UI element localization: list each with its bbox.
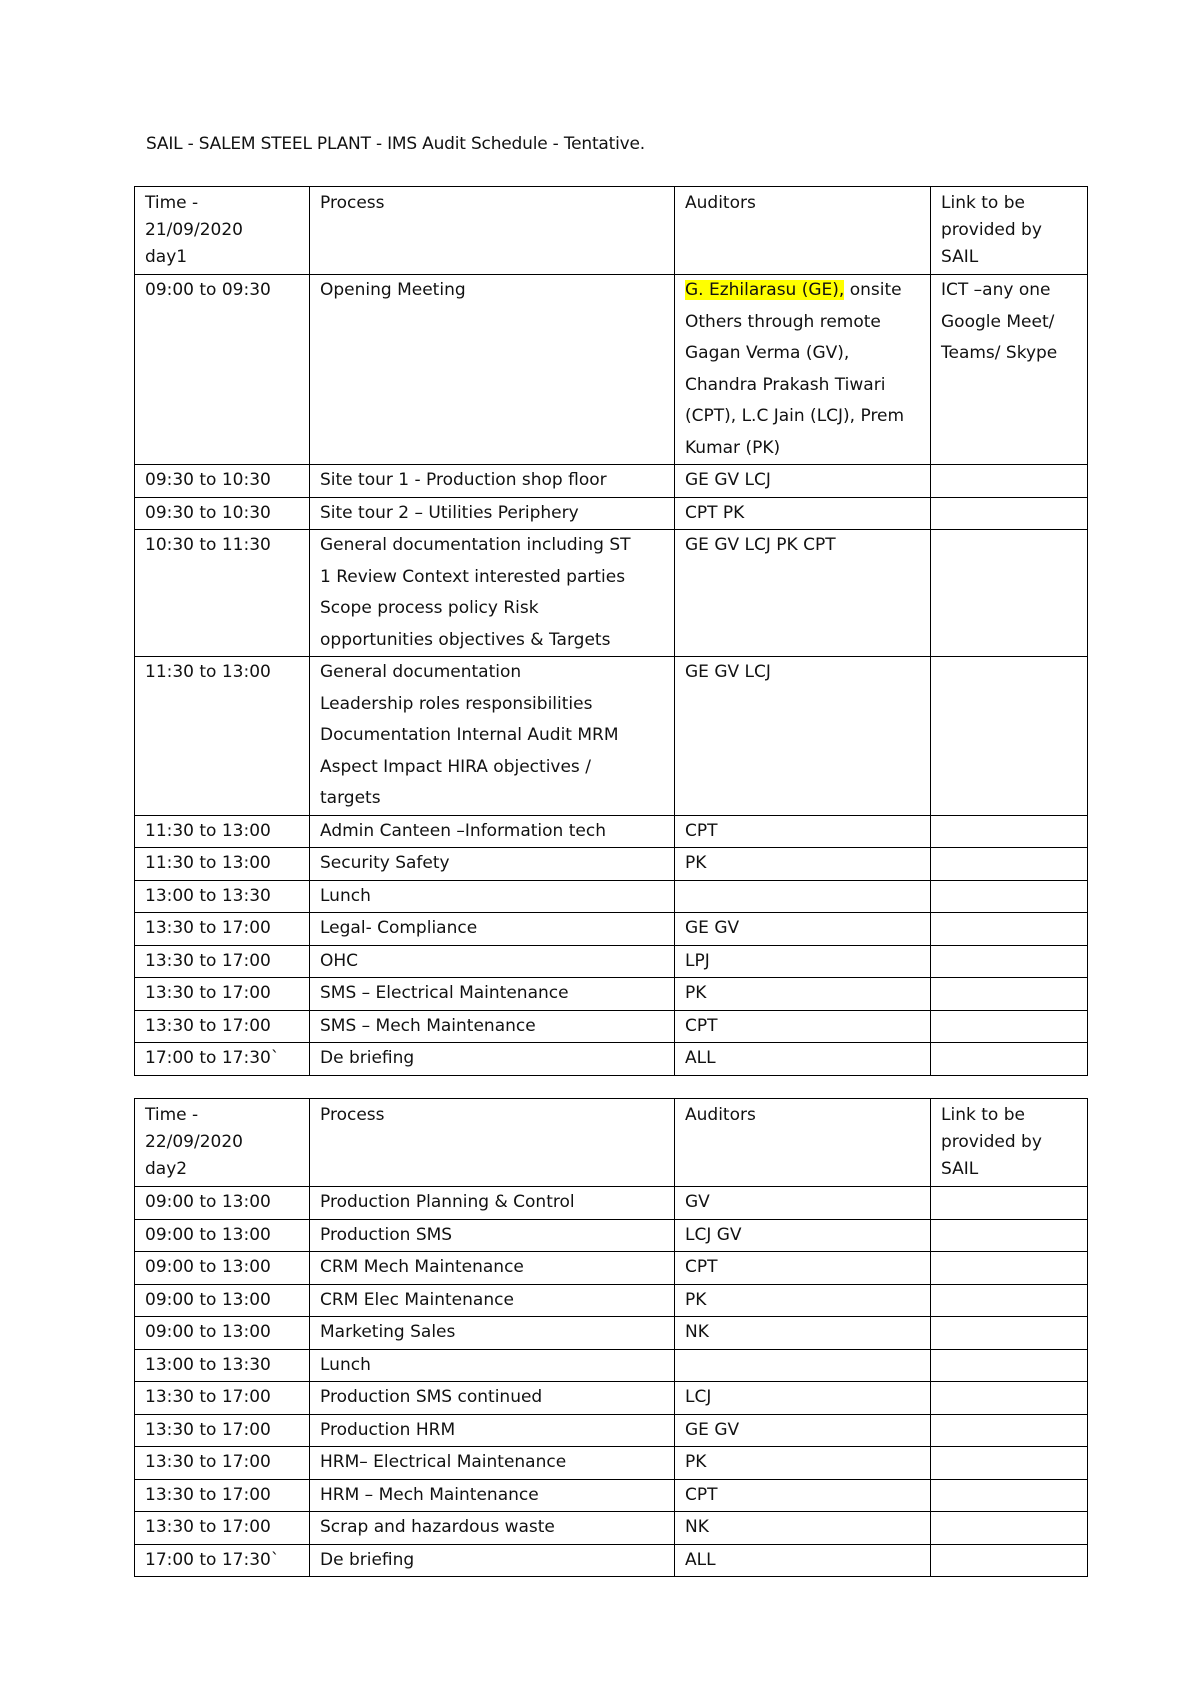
time-text: 10:30 to 11:30 xyxy=(145,535,271,555)
auditors-text: PK xyxy=(685,983,707,1003)
auditors-cell xyxy=(675,497,931,530)
time-cell xyxy=(135,1010,310,1043)
auditors-cell xyxy=(675,657,931,816)
auditors-text: CPT PK xyxy=(685,502,745,523)
auditors-cell xyxy=(675,978,931,1011)
table-row xyxy=(135,913,1088,946)
auditors-cell xyxy=(675,1414,931,1447)
process-text: targets xyxy=(320,788,381,808)
link-cell xyxy=(931,815,1088,848)
auditors-text: PK xyxy=(685,1452,707,1472)
auditors-text: LCJ GV xyxy=(685,1224,742,1245)
table-row-opening-meeting xyxy=(135,275,1088,465)
link-cell xyxy=(931,1414,1088,1447)
auditor-line: (CPT), L.C Jain (LCJ), Prem xyxy=(685,406,905,426)
auditors-text: GE GV LCJ xyxy=(685,662,771,682)
process-text: Production HRM xyxy=(320,1419,456,1440)
table-row xyxy=(135,657,1088,816)
table-row xyxy=(135,1219,1088,1252)
process-text: CRM Elec Maintenance xyxy=(320,1289,514,1310)
time-text: 13:30 to 17:00 xyxy=(145,1015,271,1036)
process-cell xyxy=(310,1187,675,1220)
time-text: 09:30 to 10:30 xyxy=(145,470,271,490)
auditors-cell xyxy=(675,913,931,946)
time-cell xyxy=(135,913,310,946)
time-text: 13:30 to 17:00 xyxy=(145,983,271,1003)
time-text: 13:00 to 13:30 xyxy=(145,1354,271,1375)
process-cell xyxy=(310,848,675,881)
process-cell xyxy=(310,465,675,498)
time-text: 13:30 to 17:00 xyxy=(145,1419,271,1440)
table-header-row xyxy=(135,1099,1088,1187)
auditors-cell xyxy=(675,880,931,913)
link-cell xyxy=(931,1252,1088,1285)
process-text: Scrap and hazardous waste xyxy=(320,1517,555,1537)
auditors-text: GE GV LCJ PK CPT xyxy=(685,535,836,555)
table-row xyxy=(135,1382,1088,1415)
process-cell xyxy=(310,978,675,1011)
process-cell xyxy=(310,1544,675,1577)
auditors-text: GE GV xyxy=(685,1419,740,1440)
auditors-cell xyxy=(675,848,931,881)
link-cell xyxy=(931,1219,1088,1252)
time-cell xyxy=(135,978,310,1011)
time-cell xyxy=(135,497,310,530)
time-text: 09:30 to 10:30 xyxy=(145,502,271,523)
auditors-cell xyxy=(675,1479,931,1512)
link-cell xyxy=(931,1284,1088,1317)
table-row xyxy=(135,1284,1088,1317)
process-text: De briefing xyxy=(320,1549,415,1570)
table-row xyxy=(135,1349,1088,1382)
link-cell xyxy=(931,978,1088,1011)
link-cell xyxy=(931,1010,1088,1043)
auditors-text: LPJ xyxy=(685,950,710,971)
process-cell xyxy=(310,945,675,978)
process-cell xyxy=(310,1479,675,1512)
link-cell xyxy=(931,1317,1088,1350)
time-cell xyxy=(135,1252,310,1285)
auditors-cell xyxy=(675,1187,931,1220)
header-time-cell xyxy=(135,187,310,275)
header-date: 21/09/2020 xyxy=(145,220,243,240)
link-cell xyxy=(931,945,1088,978)
auditor-onsite-text: onsite xyxy=(844,280,902,300)
time-cell xyxy=(135,1043,310,1076)
table-row xyxy=(135,945,1088,978)
link-cell xyxy=(931,1382,1088,1415)
process-cell xyxy=(310,913,675,946)
header-link-cell xyxy=(931,187,1088,275)
header-link-line: provided by xyxy=(941,220,1042,240)
header-link-line: SAIL xyxy=(941,1159,979,1179)
table-row xyxy=(135,1512,1088,1545)
time-cell xyxy=(135,1414,310,1447)
header-link-line: SAIL xyxy=(941,247,979,267)
process-text: Legal- Compliance xyxy=(320,918,478,938)
auditors-cell xyxy=(675,945,931,978)
process-text: Production SMS xyxy=(320,1224,453,1245)
time-cell xyxy=(135,1382,310,1415)
process-text: OHC xyxy=(320,950,359,971)
time-cell xyxy=(135,1219,310,1252)
auditors-text: LCJ xyxy=(685,1387,712,1407)
header-auditors-cell xyxy=(675,1099,931,1187)
time-text: 11:30 to 13:00 xyxy=(145,820,271,841)
auditors-cell xyxy=(675,275,931,465)
time-cell xyxy=(135,275,310,465)
auditor-line: Chandra Prakash Tiwari xyxy=(685,374,886,395)
table-row xyxy=(135,1043,1088,1076)
auditor-line: Gagan Verma (GV), xyxy=(685,343,850,363)
time-cell xyxy=(135,880,310,913)
link-cell xyxy=(931,1479,1088,1512)
auditors-text: NK xyxy=(685,1322,709,1342)
link-cell xyxy=(931,1447,1088,1480)
link-cell xyxy=(931,1043,1088,1076)
link-cell xyxy=(931,1512,1088,1545)
auditors-cell xyxy=(675,1544,931,1577)
link-cell xyxy=(931,913,1088,946)
time-text: 09:00 to 09:30 xyxy=(145,280,271,300)
auditors-text: CPT xyxy=(685,1257,718,1277)
table-row xyxy=(135,1317,1088,1350)
process-cell xyxy=(310,657,675,816)
process-cell xyxy=(310,1010,675,1043)
auditors-cell xyxy=(675,1284,931,1317)
header-process-cell xyxy=(310,187,675,275)
auditors-cell xyxy=(675,1043,931,1076)
table-row xyxy=(135,978,1088,1011)
time-text: 09:00 to 13:00 xyxy=(145,1289,271,1310)
time-cell xyxy=(135,1317,310,1350)
process-cell xyxy=(310,1317,675,1350)
time-text: 17:00 to 17:30` xyxy=(145,1549,280,1570)
auditors-text: PK xyxy=(685,853,707,873)
auditors-cell xyxy=(675,1010,931,1043)
process-cell xyxy=(310,1284,675,1317)
auditors-text: CPT xyxy=(685,1015,718,1036)
time-text: 13:30 to 17:00 xyxy=(145,1452,271,1472)
time-text: 09:00 to 13:00 xyxy=(145,1257,271,1277)
process-cell xyxy=(310,1219,675,1252)
link-cell xyxy=(931,1349,1088,1382)
process-text: Site tour 1 - Production shop floor xyxy=(320,470,607,490)
link-cell xyxy=(931,465,1088,498)
time-text: 13:30 to 17:00 xyxy=(145,1484,271,1505)
link-cell xyxy=(931,497,1088,530)
process-text: SMS – Mech Maintenance xyxy=(320,1015,536,1036)
process-cell xyxy=(310,815,675,848)
time-cell xyxy=(135,657,310,816)
highlighted-auditor: G. Ezhilarasu (GE), xyxy=(685,280,845,300)
header-process: Process xyxy=(320,1105,385,1125)
process-cell xyxy=(310,1252,675,1285)
page-title: SAIL - SALEM STEEL PLANT - IMS Audit Schedule - Tentative. xyxy=(146,134,645,154)
day2-schedule-table xyxy=(134,1098,1088,1577)
link-cell xyxy=(931,880,1088,913)
process-text: General documentation xyxy=(320,662,522,682)
table-row xyxy=(135,880,1088,913)
time-cell xyxy=(135,1447,310,1480)
process-text: Admin Canteen –Information tech xyxy=(320,820,606,841)
process-text: SMS – Electrical Maintenance xyxy=(320,983,569,1003)
header-link-line: Link to be xyxy=(941,193,1025,213)
process-text: Marketing Sales xyxy=(320,1322,456,1342)
process-text: Security Safety xyxy=(320,853,450,873)
time-cell xyxy=(135,1187,310,1220)
auditors-cell xyxy=(675,815,931,848)
auditors-text: CPT xyxy=(685,1484,718,1505)
auditors-cell xyxy=(675,1219,931,1252)
time-cell xyxy=(135,945,310,978)
table-row xyxy=(135,1252,1088,1285)
time-text: 11:30 to 13:00 xyxy=(145,662,271,682)
header-time-cell xyxy=(135,1099,310,1187)
time-text: 13:00 to 13:30 xyxy=(145,885,271,906)
time-cell xyxy=(135,815,310,848)
time-text: 09:00 to 13:00 xyxy=(145,1224,271,1245)
time-cell xyxy=(135,1349,310,1382)
table-row xyxy=(135,497,1088,530)
process-cell xyxy=(310,530,675,657)
process-text: Scope process policy Risk xyxy=(320,598,539,618)
process-text: Site tour 2 – Utilities Periphery xyxy=(320,502,579,523)
table-row xyxy=(135,465,1088,498)
header-auditors: Auditors xyxy=(685,1105,756,1125)
time-text: 13:30 to 17:00 xyxy=(145,1517,271,1537)
header-process-cell xyxy=(310,1099,675,1187)
table-row xyxy=(135,848,1088,881)
time-text: 13:30 to 17:00 xyxy=(145,1387,271,1407)
link-line: Google Meet/ xyxy=(941,311,1055,332)
table-row xyxy=(135,1447,1088,1480)
process-cell xyxy=(310,497,675,530)
time-text: 17:00 to 17:30` xyxy=(145,1048,280,1068)
process-cell xyxy=(310,1447,675,1480)
auditors-cell xyxy=(675,1447,931,1480)
table-row xyxy=(135,1544,1088,1577)
time-cell xyxy=(135,465,310,498)
time-cell xyxy=(135,1512,310,1545)
process-text: De briefing xyxy=(320,1048,415,1068)
header-link-cell xyxy=(931,1099,1088,1187)
process-cell xyxy=(310,1043,675,1076)
process-text: 1 Review Context interested parties xyxy=(320,566,626,587)
header-link-line: Link to be xyxy=(941,1105,1025,1125)
process-text: Aspect Impact HIRA objectives / xyxy=(320,756,591,777)
process-text: HRM – Mech Maintenance xyxy=(320,1484,539,1505)
header-process: Process xyxy=(320,193,385,213)
auditors-text: GE GV LCJ xyxy=(685,470,771,490)
time-cell xyxy=(135,848,310,881)
time-text: 13:30 to 17:00 xyxy=(145,918,271,938)
table-header-row xyxy=(135,187,1088,275)
link-line: Teams/ Skype xyxy=(941,343,1058,363)
auditors-cell xyxy=(675,1252,931,1285)
time-text: 13:30 to 17:00 xyxy=(145,950,271,971)
link-line: ICT –any one xyxy=(941,280,1051,300)
header-link-line: provided by xyxy=(941,1132,1042,1152)
auditors-text: CPT xyxy=(685,820,718,841)
time-text: 09:00 to 13:00 xyxy=(145,1192,271,1212)
auditor-line: Others through remote xyxy=(685,311,881,332)
header-day: day2 xyxy=(145,1159,188,1179)
process-text: opportunities objectives & Targets xyxy=(320,629,611,650)
auditors-text: GV xyxy=(685,1192,710,1212)
auditors-cell xyxy=(675,1382,931,1415)
time-text: 11:30 to 13:00 xyxy=(145,853,271,873)
process-text: CRM Mech Maintenance xyxy=(320,1257,524,1277)
link-cell xyxy=(931,657,1088,816)
process-text: General documentation including ST xyxy=(320,535,631,555)
process-text: Production SMS continued xyxy=(320,1387,543,1407)
process-text: Opening Meeting xyxy=(320,280,466,300)
header-time-label: Time - xyxy=(145,193,199,213)
link-cell xyxy=(931,848,1088,881)
process-text: Production Planning & Control xyxy=(320,1192,575,1212)
link-cell xyxy=(931,1187,1088,1220)
table-row xyxy=(135,1414,1088,1447)
process-text: Lunch xyxy=(320,1354,371,1375)
auditors-cell xyxy=(675,530,931,657)
process-cell xyxy=(310,1349,675,1382)
auditors-cell xyxy=(675,1349,931,1382)
time-cell xyxy=(135,1479,310,1512)
process-cell xyxy=(310,1382,675,1415)
header-day: day1 xyxy=(145,247,188,267)
auditors-text: NK xyxy=(685,1517,709,1537)
table-row xyxy=(135,1010,1088,1043)
process-text: Documentation Internal Audit MRM xyxy=(320,725,619,745)
auditors-cell xyxy=(675,1317,931,1350)
link-cell xyxy=(931,1544,1088,1577)
auditors-text: GE GV xyxy=(685,918,740,938)
process-text: Leadership roles responsibilities xyxy=(320,693,593,714)
time-cell xyxy=(135,1544,310,1577)
auditors-cell xyxy=(675,465,931,498)
auditors-text: ALL xyxy=(685,1549,716,1570)
auditors-text: PK xyxy=(685,1289,707,1310)
auditors-text: ALL xyxy=(685,1048,716,1068)
table-row xyxy=(135,815,1088,848)
header-date: 22/09/2020 xyxy=(145,1132,243,1152)
table-row xyxy=(135,530,1088,657)
table-row xyxy=(135,1479,1088,1512)
header-auditors-cell xyxy=(675,187,931,275)
process-cell xyxy=(310,275,675,465)
auditors-cell xyxy=(675,1512,931,1545)
time-cell xyxy=(135,530,310,657)
auditor-line: Kumar (PK) xyxy=(685,437,781,458)
process-cell xyxy=(310,880,675,913)
link-cell xyxy=(931,275,1088,465)
header-auditors: Auditors xyxy=(685,193,756,213)
process-text: Lunch xyxy=(320,885,371,906)
day1-schedule-table xyxy=(134,186,1088,1076)
process-cell xyxy=(310,1512,675,1545)
process-text: HRM– Electrical Maintenance xyxy=(320,1452,567,1472)
time-text: 09:00 to 13:00 xyxy=(145,1322,271,1342)
time-cell xyxy=(135,1284,310,1317)
process-cell xyxy=(310,1414,675,1447)
link-cell xyxy=(931,530,1088,657)
table-row xyxy=(135,1187,1088,1220)
header-time-label: Time - xyxy=(145,1105,199,1125)
